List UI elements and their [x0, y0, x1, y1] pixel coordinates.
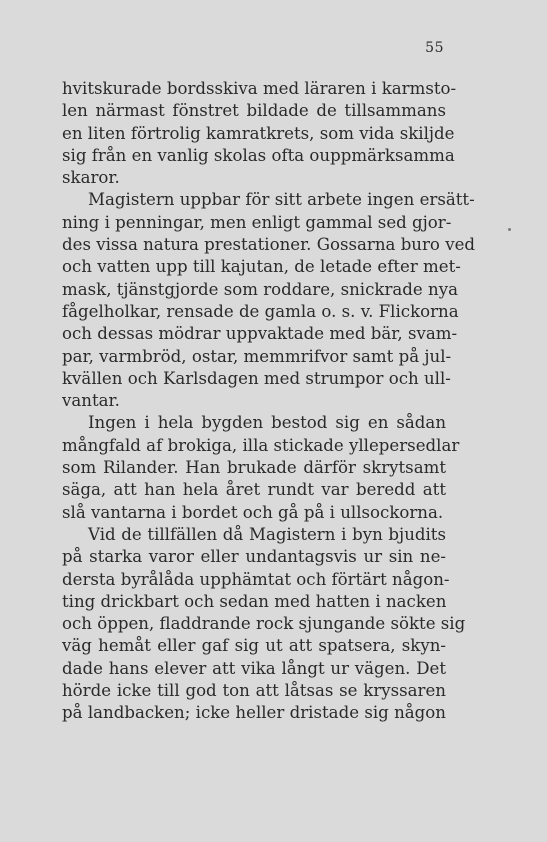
text-line: Magistern uppbar för sitt arbete ingen ersätt- [88, 190, 475, 210]
text-line: på landbacken; icke heller dristade sig någon [62, 703, 446, 723]
text-line: väg hemåt eller gaf sig ut att spatsera, skyn- [62, 636, 446, 656]
text-line: skaror. [62, 168, 120, 188]
text-line: Ingen i hela bygden bestod sig en sådan [88, 413, 446, 433]
text-line: vantar. [62, 391, 120, 411]
text-line: des vissa natura prestationer. Gossarna buro ved [62, 235, 476, 255]
text-line: Vid de tillfällen då Magistern i byn bjudits [88, 524, 446, 544]
text-line: mångfald af brokiga, illa stickade yllepersedlar [62, 435, 460, 455]
text-line: dade hans elever att vika långt ur vägen. Det [62, 658, 446, 678]
text-line: dersta byrålåda upphämtat och förtärt någon- [62, 569, 450, 589]
text-line: och öppen, fladdrande rock sjungande sökte sig [62, 614, 466, 634]
text-line: fågelholkar, rensade de gamla o. s. v. Flickorna [62, 301, 459, 321]
text-line: hvitskurade bordsskiva med läraren i karmsto- [62, 79, 457, 98]
paper-speck [508, 228, 511, 231]
text-line: len närmast fönstret bildade de tillsammans [62, 101, 446, 121]
text-line: hörde icke till god ton att låtsas se kryssaren [62, 681, 446, 701]
text-line: säga, att han hela året rundt var beredd att [62, 480, 446, 500]
text-line: sig från en vanlig skolas ofta ouppmärksamma [62, 145, 455, 165]
text-line: mask, tjänstgjorde som roddare, snickrade nya [62, 279, 458, 299]
text-line: och vatten upp till kajutan, de letade efter met- [62, 257, 461, 277]
text-line: en liten förtrolig kamratkrets, som vida skiljde [62, 123, 455, 143]
text-line: kvällen och Karlsdagen med strumpor och ull- [62, 368, 451, 388]
body-text [62, 78, 476, 725]
text-line: på starka varor eller undantagsvis ur sin ne- [62, 547, 446, 567]
text-line: ting drickbart och sedan med hatten i nacken [62, 591, 447, 611]
page-number: 55 [425, 40, 444, 56]
text-line: och dessas mödrar uppvaktade med bär, svam- [62, 324, 458, 344]
text-line: som Rilander. Han brukade därför skrytsamt [62, 458, 446, 478]
text-line: par, varmbröd, ostar, memmrifvor samt på jul- [62, 346, 452, 366]
text-line: slå vantarna i bordet och gå på i ullsockorna. [62, 502, 444, 522]
text-line: ning i penningar, men enligt gammal sed gjor- [62, 212, 452, 232]
